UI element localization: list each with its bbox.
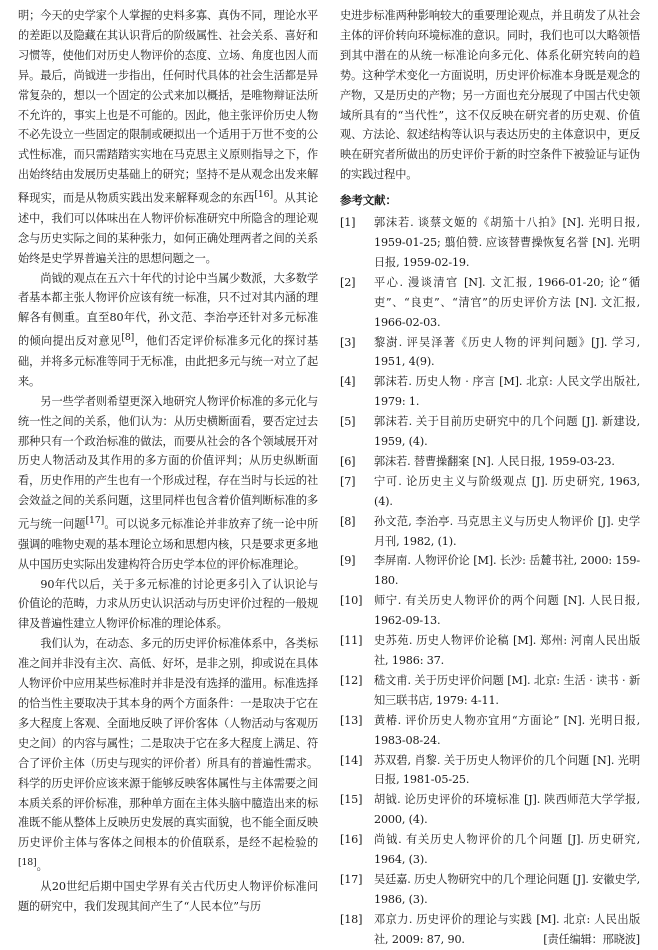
paragraph-text: 。可以说多元标准论并非放弃了统一论中所强调的唯物史观的基本理论立场和思想内核，只是要求更多地从中国历史实际出发建构符合历史学本位的评价标准理论。 [18,517,318,571]
reference-item [340,273,640,333]
paragraph-text: 。 [36,860,48,873]
reference-number: [6] [340,454,356,468]
reference-item [340,870,640,910]
reference-text: 尚钺. 有关历史人物评价的几个问题 [J]. 历史研究, 1964, (3). [374,833,640,867]
references-heading: 参考文献： [340,193,397,208]
reference-number: [5] [340,415,356,429]
body-paragraph-3 [18,392,318,575]
body-paragraph-4: 90年代以后，关于多元标准的讨论更多引入了认识论与价值论的范畴，力求从历史认识活动与历史评价过程的一般规律及普遍性建立人物评价标准的理论体系。 [18,577,318,631]
reference-item [340,790,640,830]
reference-item [340,412,640,452]
reference-number: [10] [340,594,363,608]
reference-text: 郭沫若. 谈蔡文姬的《胡笳十八拍》[N]. 光明日报, 1959-01-25; 翦伯赞. 应该替曹操恢复名誉 [N]. 光明日报, 1959-02-19. [374,216,640,269]
body-paragraph-5 [18,634,318,877]
reference-number: [9] [340,554,356,568]
reference-number: [11] [340,634,363,648]
reference-item [340,591,640,631]
reference-body: 邓京力. 历史评价的理论与实践 [M]. 北京: 人民出版社, 2009: 87, 90. [374,912,640,946]
reference-text: 孙文范, 李治亭. 马克思主义与历史人物评价 [J]. 史学月刊, 1982, (1). [374,514,640,548]
reference-text: 郭沫若. 关于目前历史研究中的几个问题 [J]. 新建设, 1959, (4). [374,415,640,449]
citation-marker: [17] [85,515,105,527]
reference-text: 黄椿. 评价历史人物亦宜用“方面论” [N]. 光明日报, 1983-08-24. [374,713,640,747]
reference-item [340,671,640,711]
paragraph-text: 另一些学者则希望更深入地研究人物评价标准的多元化与统一性之间的关系，他们认为：从历史横断面看，要否定过去那种只有一个政治标准的做法，而要从社会的各个领域展开对历史人物活动及其作用的多方面的价值评判；从历史纵断面看，历史作用的产生也有一个形成过程，存在当时与长远的社会效益之间的关系问题，这里同样也包含着价值判断标准的多元与统一问题 [18,394,318,531]
reference-number: [8] [340,514,356,528]
reference-item [340,551,640,591]
citation-marker: [16] [254,189,273,201]
reference-item [340,372,640,412]
body-paragraph-1 [18,6,318,269]
reference-number: [12] [340,673,363,687]
reference-item [340,751,640,791]
reference-text: 李屏南. 人物评价论 [M]. 长沙: 岳麓书社, 2000: 159-180. [374,554,640,588]
reference-item [340,910,640,950]
reference-item [340,472,640,512]
reference-number: [3] [340,335,356,349]
reference-number: [13] [340,713,363,727]
body-paragraph-continued: 史进步标准两种影响较大的重要理论观点，并且萌发了从社会主体的评价转向环境标准的意识。同时，我们也可以大略领悟到其中潜在的从统一标准论向多元化、体系化研究转向的趋势。这种学术变化一方面说明，历史评价标准本身既是观念的产物，又是历史的产物；另一方面也充分展现了中国古代史领域所具有的“当代性”，这不仅反映在研究者的历史观、价值观、方法论、叙述结构等认识与表达历史的主体意识中，更反映在研究者所做出的历史评价于新的时空条件下被验证与证伪的实践过程中。 [340,9,640,182]
paragraph-text: 。从其论述中，我们可以体味出在人物评价标准研究中所隐含的理论观念与历史实际之间的某种张力，如何正确处理两者之间的关系始终是史学界普遍关注的思想问题之一。 [18,191,318,265]
reference-item [340,213,640,273]
reference-text: 嵇文甫. 关于历史评价问题 [M]. 北京: 生活 · 读书 · 新知三联书店, 1979: 4-11. [374,673,640,707]
body-paragraph-6: 从20世纪后期中国史学界有关古代历史人物评价标准问题的研究中，我们发现其间产生了“人民本位”与历 [18,879,318,913]
reference-text: 胡钺. 论历史评价的环境标准 [J]. 陕西师范大学学报, 2000, (4). [374,793,640,827]
body-paragraph-2 [18,269,318,392]
reference-text: 吴廷嘉. 历史人物研究中的几个理论问题 [J]. 安徽史学, 1986, (3). [374,872,640,906]
reference-number: [16] [340,833,363,847]
reference-number: [4] [340,375,356,389]
paragraph-text: ，他们否定评价标准多元化的探讨基础，并将多元标准等同于无标准，由此把多元与统一对立了起来。 [18,334,318,388]
right-column [340,6,640,950]
citation-marker: [18] [18,857,37,869]
reference-text: 黎澍. 评吴泽著《历史人物的评判问题》[J]. 学习, 1951, 4(9). [374,335,640,369]
reference-number: [18] [340,912,363,926]
reference-number: [17] [340,872,363,886]
reference-item [340,830,640,870]
reference-number: [15] [340,793,363,807]
reference-number: [14] [340,753,363,767]
left-column [18,6,318,917]
reference-item [340,452,640,472]
reference-text: 平心. 漫谈清官 [N]. 文汇报, 1966-01-20; 论“循吏”、“良吏”、“清官”的历史评价方法 [N]. 文汇报, 1966-02-03. [374,275,640,329]
reference-item [340,512,640,552]
reference-list [340,213,640,950]
reference-text: 苏双碧, 肖黎. 关于历史人物评价的几个问题 [N]. 光明日报, 1981-05-25. [374,753,640,787]
reference-item [340,333,640,373]
reference-number: [2] [340,275,356,289]
reference-text: 郭沫若. 历史人物 · 序言 [M]. 北京: 人民文学出版社, 1979: 1. [374,375,640,409]
reference-number: [1] [340,216,356,230]
reference-text: 郭沫若. 替曹操翻案 [N]. 人民日报, 1959-03-23. [374,454,615,468]
reference-text [374,910,640,950]
reference-text: 史苏苑. 历史人物评价论稿 [M]. 郑州: 河南人民出版社, 1986: 37. [374,634,640,667]
paragraph-text: 明；今天的史学家个人掌握的史料多寡、真伪不同，理论水平的差距以及隐藏在其认识背后的阶级属性、社会关系、喜好和习惯等，使他们对历史人物评价的态度、立场、角度也因人而异。最后，尚钺进一步指出，任何时代具体的社会生活都是异常复杂的，想以一个固定的公式来加以概括，是唯物辩证法所不允许的，事实上也是不可能的。因此，他主张评价历史人物不必先设立一些固定的限制或硬拟出一个适用于万世不变的公式性标准，而只需踏踏实实地在马克思主义原则指导之下，作出始终结由发展历史基础上的研究；坚持不是从观念出发来解释现实，而是从物质实践出发来解释观念的东西 [18,9,318,205]
reference-item [340,631,640,671]
reference-number: [7] [340,474,356,488]
editor-note: [责任编辑：邢晓波] [543,932,640,946]
citation-marker: [8] [121,332,135,344]
reference-text: 师宁. 有关历史人物评价的两个问题 [N]. 人民日报, 1962-09-13. [374,594,640,628]
reference-item [340,711,640,751]
reference-text: 宁可. 论历史主义与阶级观点 [J]. 历史研究, 1963, (4). [374,474,640,508]
paragraph-text: 尚钺的观点在五六十年代的讨论中当属少数派，大多数学者基本都主张人物评价应该有统一标准，只不过对其内涵的理解各有侧重。直至80年代，孙文范、李治亭还针对多元标准的倾向提出反对意见 [18,271,318,348]
paragraph-text: 我们认为，在动态、多元的历史评价标准体系中，各类标准之间并非没有主次、高低、好坏，是非之别，抑或说在具体人物评价中应用某些标准时并非是没有选择的滥用。标准选择的恰当性主要取决于其本身的两个方面条件：一是取决于它在多大程度上客观、全面地反映了评价客体（人物活动与客观历史之间）的内容与属性；二是取决于它在多大程度上满足、符合了评价主体（历史与现实的评价者）所具有的普遍性需求。科学的历史评价应该来源于能够反映客体属性与主体需要之间本质关系的评价标准，那种单方面在主体头脑中臆造出来的标准既不能从整体上反映历史发展的真实面貌，也不能全面反映历史评价主体与客体之间根本的价值联系，是经不起检验的 [18,637,318,850]
